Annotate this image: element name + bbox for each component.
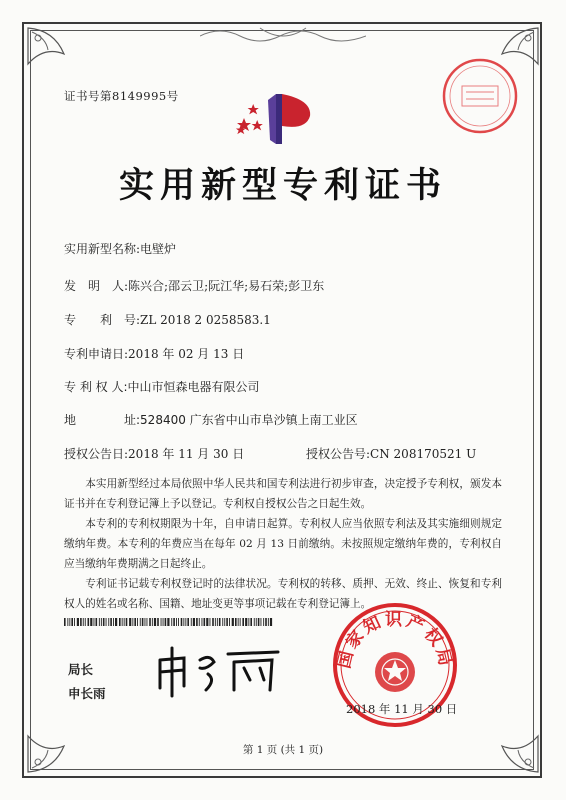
barcode-bar (204, 618, 206, 626)
barcode-bar (258, 618, 260, 626)
barcode-bar (145, 618, 146, 626)
body-text (64, 474, 502, 614)
grant-number-row (306, 445, 476, 462)
top-seal (440, 56, 520, 136)
barcode-bar (185, 618, 186, 626)
barcode-bar (240, 618, 241, 626)
barcode-bar (64, 618, 66, 626)
cnipa-logo (232, 90, 320, 148)
barcode-bar (85, 618, 86, 626)
barcode-bar (196, 618, 198, 626)
grant-date-value: 2018 年 11 月 30 日 (128, 447, 245, 461)
barcode-bar (176, 618, 177, 626)
barcode-bar (263, 618, 264, 626)
barcode-bar (71, 618, 73, 626)
barcode-bar (222, 618, 223, 626)
patent-number-row (64, 311, 271, 328)
barcode-bar (206, 618, 208, 626)
barcode-bar (90, 618, 92, 626)
barcode-bar (219, 618, 221, 626)
barcode-bar (173, 618, 175, 626)
barcode-bar (122, 618, 123, 626)
grant-date-row (64, 445, 244, 462)
barcode-bar (113, 618, 114, 626)
barcode-bar (142, 618, 144, 626)
barcode-bar (124, 618, 125, 626)
barcode-bar (178, 618, 179, 626)
paragraph-3: 专利证书记载专利权登记时的法律状况。专利权的转移、质押、无效、终止、恢复和专利权人的姓名或名称、国籍、地址变更等事项记载在专利登记簿上。 (64, 578, 502, 610)
barcode (64, 618, 274, 626)
barcode-bar (212, 618, 214, 626)
barcode-bar (96, 618, 98, 626)
patent-number-label: 专 利 号: (64, 313, 141, 327)
inventor-label: 发 明 人: (64, 279, 129, 293)
barcode-bar (261, 618, 262, 626)
address-label: 地 址: (64, 413, 141, 427)
patent-number-value: ZL 2018 2 0258583.1 (140, 313, 271, 327)
barcode-bar (157, 618, 159, 626)
director-signature (150, 640, 290, 700)
barcode-bar (119, 618, 121, 626)
barcode-bar (94, 618, 95, 626)
barcode-bar (140, 618, 141, 626)
seal-text: 国家知识产权局 (334, 610, 456, 671)
barcode-bar (229, 618, 230, 626)
barcode-bar (152, 618, 153, 626)
barcode-bar (77, 618, 79, 626)
barcode-bar (103, 618, 105, 626)
barcode-bar (154, 618, 156, 626)
barcode-bar (67, 618, 68, 626)
barcode-bar (74, 618, 75, 626)
barcode-bar (110, 618, 112, 626)
top-ornament (200, 24, 366, 48)
barcode-bar (161, 618, 162, 626)
barcode-bar (248, 618, 249, 626)
barcode-bar (126, 618, 128, 626)
corner-ornament-bottom-right (472, 706, 542, 776)
barcode-bar (106, 618, 107, 626)
barcode-bar (254, 618, 255, 626)
barcode-bar (265, 618, 267, 626)
barcode-bar (147, 618, 148, 626)
paragraph-2: 本专利的专利权期限为十年，自申请日起算。专利权人应当依照专利法及其实施细则规定缴纳年费。本专利的年费应当在每年 02 月 13 日前缴纳。未按照规定缴纳年费的，专利权自应当缴纳年费期满之日起终止。 (64, 518, 502, 570)
barcode-bar (101, 618, 102, 626)
barcode-bar (235, 618, 237, 626)
barcode-bar (250, 618, 252, 626)
certificate-number: 证书号第8149995号 (64, 89, 179, 103)
paragraph-1: 本实用新型经过本局依照中华人民共和国专利法进行初步审查，决定授予专利权，颁发本证书并在专利登记簿上予以登记。专利权自授权公告之日起生效。 (64, 478, 502, 510)
barcode-bar (183, 618, 184, 626)
barcode-bar (134, 618, 136, 626)
barcode-bar (99, 618, 100, 626)
filing-date-row (64, 345, 244, 362)
barcode-bar (115, 618, 117, 626)
barcode-bar (181, 618, 183, 626)
barcode-bar (256, 618, 257, 626)
filing-date-value: 2018 年 02 月 13 日 (128, 347, 245, 361)
utility-name-row (64, 240, 176, 257)
filing-date-label: 专利申请日: (64, 347, 129, 361)
barcode-bar (165, 618, 167, 626)
patentee-value: 中山市恒森电器有限公司 (127, 380, 260, 394)
barcode-bar (69, 618, 70, 626)
barcode-bar (232, 618, 234, 626)
barcode-bar (202, 618, 203, 626)
director-name: 申长雨 (68, 686, 106, 701)
grant-date-label: 授权公告日: (64, 447, 129, 461)
barcode-bar (215, 618, 216, 626)
barcode-bar (132, 618, 133, 626)
barcode-bar (88, 618, 90, 626)
utility-name-label: 实用新型名称: (64, 242, 141, 256)
barcode-bar (193, 618, 195, 626)
barcode-bar (226, 618, 228, 626)
corner-ornament-top-left (24, 24, 94, 94)
barcode-bar (149, 618, 151, 626)
grant-number-label: 授权公告号: (306, 447, 371, 461)
grant-number-value: CN 208170521 U (370, 447, 477, 461)
barcode-bar (238, 618, 239, 626)
barcode-bar (270, 618, 272, 626)
barcode-bar (224, 618, 225, 626)
barcode-bar (80, 618, 82, 626)
seal-date: 2018 年 11 月 30 日 (346, 702, 458, 716)
barcode-bar (217, 618, 218, 626)
barcode-bar (163, 618, 164, 626)
inventor-row (64, 277, 324, 294)
barcode-bar (199, 618, 200, 626)
corner-ornament-bottom-left (24, 706, 94, 776)
patentee-row (64, 378, 260, 395)
barcode-bar (167, 618, 169, 626)
patentee-label: 专 利 权 人: (64, 380, 128, 394)
barcode-bar (191, 618, 192, 626)
barcode-bar (268, 618, 269, 626)
inventor-value: 陈兴合;邵云卫;阮江华;易石荣;彭卫东 (128, 279, 325, 293)
certificate-title: 实用新型专利证书 (118, 165, 447, 206)
barcode-bar (129, 618, 131, 626)
barcode-bar (210, 618, 211, 626)
barcode-bar (171, 618, 172, 626)
barcode-bar (245, 618, 247, 626)
barcode-bar (83, 618, 84, 626)
address-value: 528400 广东省中山市阜沙镇上南工业区 (140, 413, 358, 427)
barcode-bar (108, 618, 109, 626)
utility-name-value: 电壁炉 (140, 242, 177, 256)
barcode-bar (242, 618, 244, 626)
address-row (64, 411, 358, 428)
director-title: 局长 (68, 662, 94, 677)
barcode-bar (137, 618, 138, 626)
page-number: 第 1 页 (共 1 页) (242, 744, 324, 756)
barcode-bar (187, 618, 189, 626)
